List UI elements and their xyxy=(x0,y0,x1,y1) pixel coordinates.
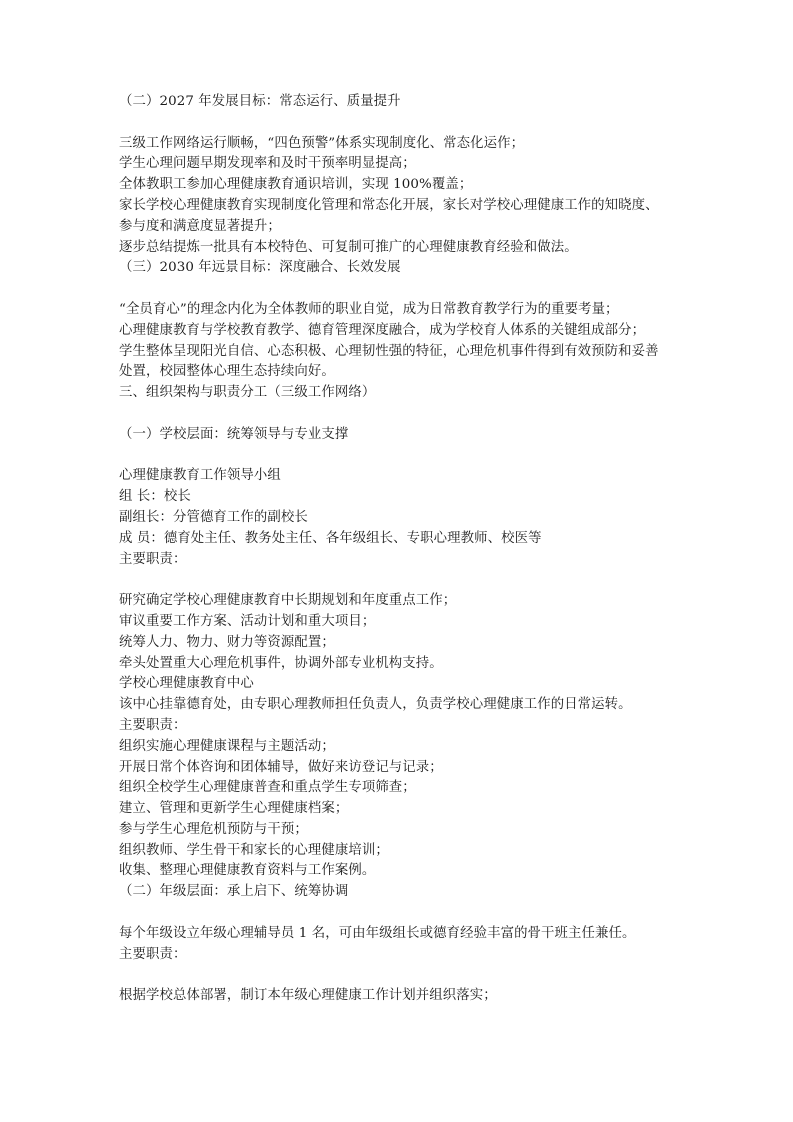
blank-line xyxy=(119,113,679,134)
text-line: 参与学生心理危机预防与干预； xyxy=(119,821,308,837)
text-line: 学校心理健康教育中心 xyxy=(119,676,254,692)
text-line: 学生心理问题早期发现率和及时干预率明显提高； xyxy=(119,156,416,172)
text-line: 参与度和满意度显著提升； xyxy=(119,218,281,234)
text-line: 每个年级设立年级心理辅导员 1 名，可由年级组长或德育经验丰富的骨干班主任兼任。 xyxy=(119,925,636,941)
text-line: 成 员：德育处主任、教务处主任、各年级组长、专职心理教师、校医等 xyxy=(119,530,542,546)
text-line: 主要职责： xyxy=(119,946,187,962)
text-line: 副组长：分管德育工作的副校长 xyxy=(119,509,308,525)
text-line: 开展日常个体咨询和团体辅导，做好来访登记与记录； xyxy=(119,759,443,775)
text-line: 逐步总结提炼一批具有本校特色、可复制可推广的心理健康教育经验和做法。 xyxy=(119,239,578,255)
text-line: 收集、整理心理健康教育资料与工作案例。 xyxy=(119,863,376,879)
text-line: “全员育心”的理念内化为全体教师的职业自觉，成为日常教育教学行为的重要考量； xyxy=(119,301,619,317)
blank-line xyxy=(119,570,679,591)
text-line: 审议重要工作方案、活动计划和重大项目； xyxy=(119,613,376,629)
text-line: 主要职责： xyxy=(119,717,187,733)
blank-line xyxy=(119,404,679,425)
text-line: 组织全校学生心理健康普查和重点学生专项筛查； xyxy=(119,780,416,796)
text-line: 全体教职工参加心理健康教育通识培训，实现 100%覆盖； xyxy=(119,177,473,193)
text-line: 组织实施心理健康课程与主题活动； xyxy=(119,738,335,754)
text-line: 建立、管理和更新学生心理健康档案； xyxy=(119,801,349,817)
text-line: （一）学校层面：统筹领导与专业支撑 xyxy=(119,426,349,442)
text-line: 三级工作网络运行顺畅，“四色预警”体系实现制度化、常态化运作； xyxy=(119,135,525,151)
text-line: 牵头处置重大心理危机事件，协调外部专业机构支持。 xyxy=(119,655,443,671)
text-line: （二）年级层面：承上启下、统筹协调 xyxy=(119,884,349,900)
text-line: 组 长：校长 xyxy=(119,489,191,505)
text-line: 心理健康教育与学校教育教学、德育管理深度融合，成为学校育人体系的关键组成部分； xyxy=(119,322,646,338)
text-line: （二）2027 年发展目标：常态运行、质量提升 xyxy=(119,94,401,109)
document-body xyxy=(119,92,679,1007)
text-line: 组织教师、学生骨干和家长的心理健康培训； xyxy=(119,842,389,858)
blank-line xyxy=(119,903,679,924)
text-line: 心理健康教育工作领导小组 xyxy=(119,468,281,484)
text-line: 学生整体呈现阳光自信、心态积极、心理韧性强的特征，心理危机事件得到有效预防和妥善 xyxy=(119,343,659,359)
text-line: 统筹人力、物力、财力等资源配置； xyxy=(119,634,335,650)
text-line: 研究确定学校心理健康教育中长期规划和年度重点工作； xyxy=(119,593,457,609)
blank-line xyxy=(119,446,679,467)
text-line: 该中心挂靠德育处，由专职心理教师担任负责人，负责学校心理健康工作的日常运转。 xyxy=(119,697,632,713)
text-line: （三）2030 年远景目标：深度融合、长效发展 xyxy=(119,260,401,276)
text-line: 三、组织架构与职责分工（三级工作网络） xyxy=(119,385,376,401)
text-line: 根据学校总体部署，制订本年级心理健康工作计划并组织落实； xyxy=(119,988,497,1004)
text-line: 家长学校心理健康教育实现制度化管理和常态化开展，家长对学校心理健康工作的知晓度、 xyxy=(119,197,659,213)
blank-line xyxy=(119,965,679,986)
text-line: 主要职责： xyxy=(119,551,187,567)
blank-line xyxy=(119,279,679,300)
text-line: 处置，校园整体心理生态持续向好。 xyxy=(119,364,335,380)
